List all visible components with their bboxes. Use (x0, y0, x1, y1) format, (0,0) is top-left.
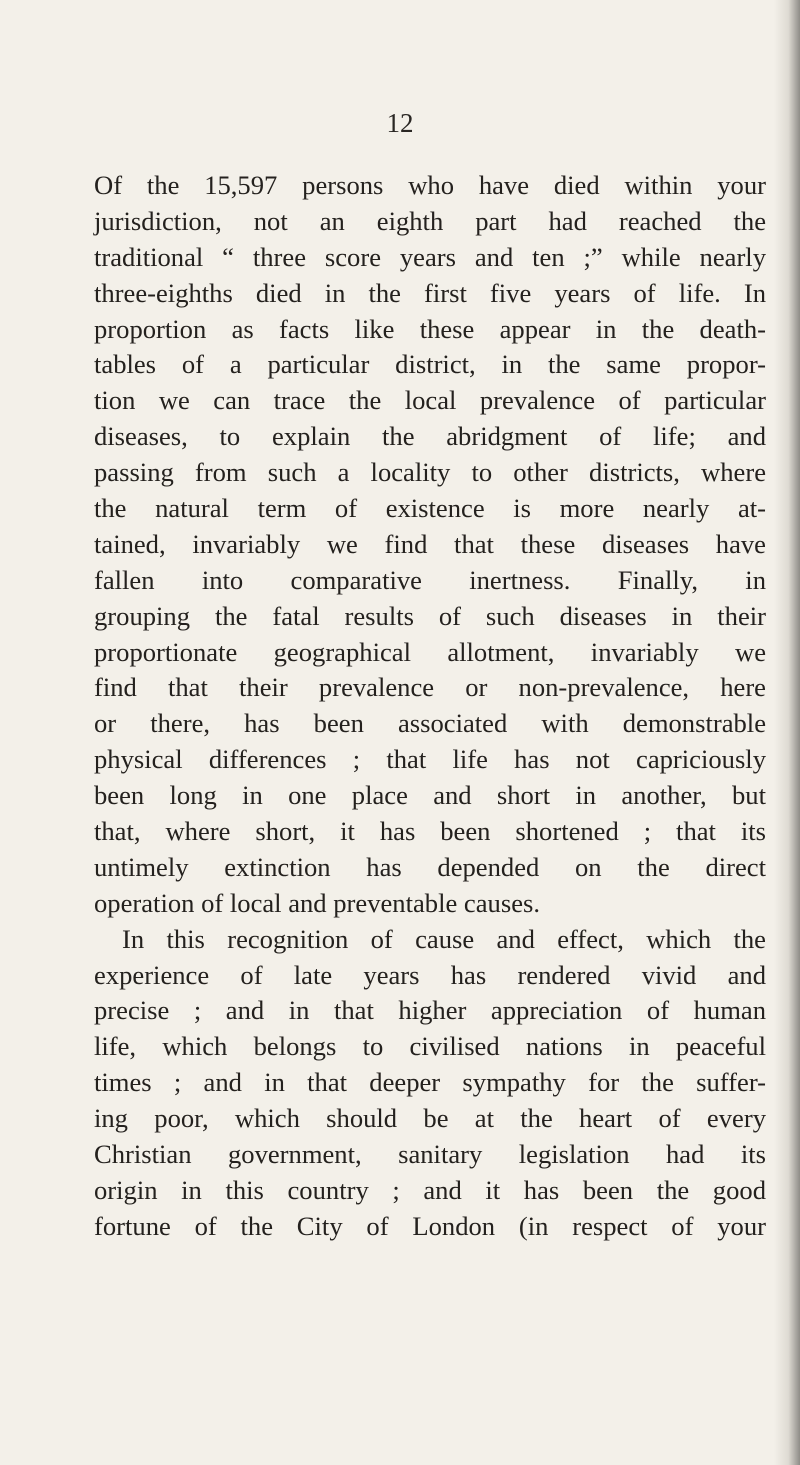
text-line: In this recognition of cause and effect, which the (122, 923, 766, 954)
text-line: fortune of the City of London (in respect of your (94, 1210, 766, 1241)
text-line: times ; and in that deeper sympathy for the suffer- (94, 1067, 766, 1098)
text-line: been long in one place and short in another, but (94, 780, 766, 811)
text-line: Of the 15,597 persons who have died within your (94, 170, 766, 200)
page-number: 12 (386, 108, 414, 138)
text-line: the natural term of existence is more nearly at- (94, 493, 766, 524)
text-line: origin in this country ; and it has been the good (94, 1174, 766, 1205)
text-line: diseases, to explain the abridgment of life; and (94, 421, 766, 452)
text-line: proportion as facts like these appear in the death- (94, 313, 766, 344)
text-line: tion we can trace the local prevalence of particular (94, 385, 766, 416)
text-line: that, where short, it has been shortened ; that its (94, 816, 766, 847)
text-line: operation of local and preventable causes. (94, 887, 540, 918)
text-line: tables of a particular district, in the same propor- (94, 349, 766, 380)
text-line: grouping the fatal results of such diseases in their (94, 600, 766, 631)
text-line: Christian government, sanitary legislation had its (94, 1139, 766, 1170)
page-edge-shadow (774, 0, 800, 1465)
text-line: life, which belongs to civilised nations in peaceful (94, 1031, 766, 1062)
text-line: proportionate geographical allotment, invariably we (94, 636, 766, 667)
text-line: precise ; and in that higher appreciation of human (94, 995, 766, 1026)
text-line: experience of late years has rendered vivid and (94, 959, 766, 990)
text-line: ing poor, which should be at the heart of every (94, 1103, 766, 1134)
text-line: find that their prevalence or non-prevalence, here (94, 672, 766, 703)
text-line: three-eighths died in the first five years of life. In (94, 277, 766, 308)
text-line: untimely extinction has depended on the direct (94, 851, 766, 882)
text-line: traditional “ three score years and ten ;” while nearly (94, 241, 766, 272)
text-line: passing from such a locality to other districts, where (94, 457, 766, 488)
text-line: fallen into comparative inertness. Finally, in (94, 564, 766, 595)
body-text (94, 168, 766, 1245)
text-line: tained, invariably we find that these diseases have (94, 528, 766, 559)
text-line: physical differences ; that life has not capriciously (94, 744, 766, 775)
text-line: or there, has been associated with demonstrable (94, 708, 766, 739)
text-line: jurisdiction, not an eighth part had reached the (94, 205, 766, 236)
